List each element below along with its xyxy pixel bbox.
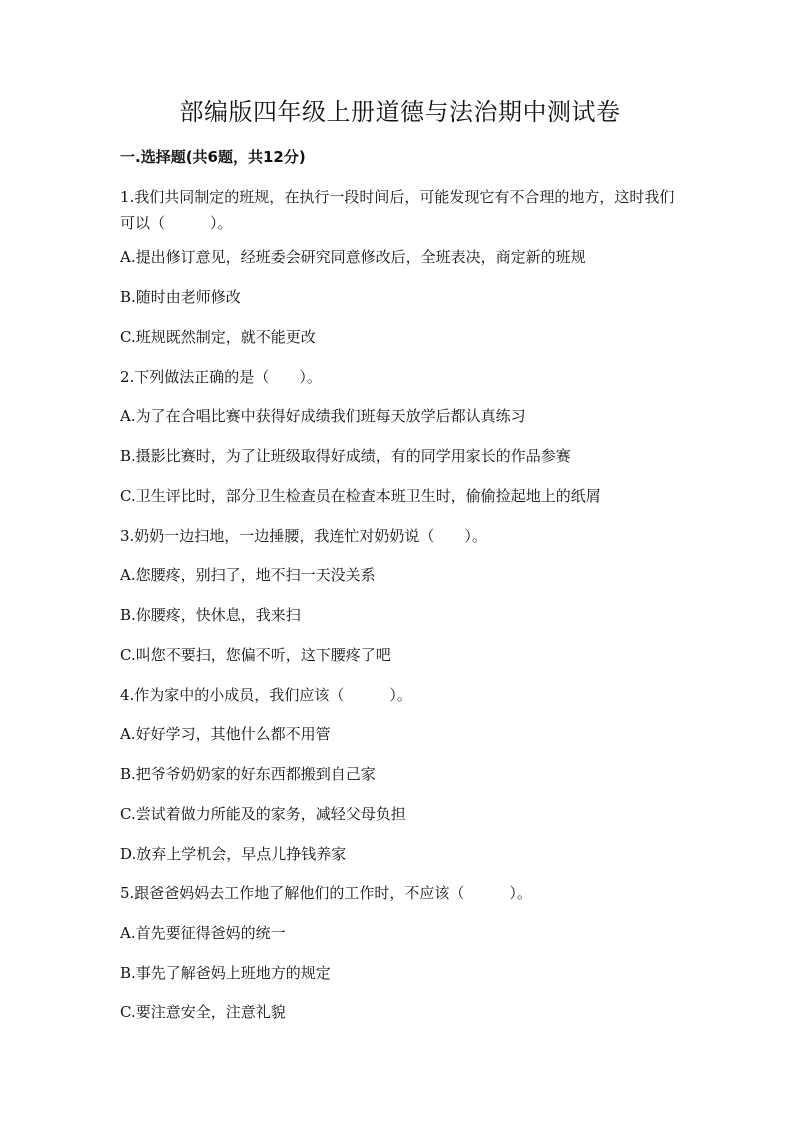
question-4-option-a: A.好好学习，其他什么都不用管 <box>120 725 331 743</box>
question-3-stem: 3.奶奶一边扫地，一边捶腰，我连忙对奶奶说（ ）。 <box>120 527 487 545</box>
question-4-stem: 4.作为家中的小成员，我们应该（ ）。 <box>120 686 412 704</box>
exam-title: 部编版四年级上册道德与法治期中测试卷 <box>179 98 621 126</box>
question-2-stem: 2.下列做法正确的是（ ）。 <box>120 368 322 386</box>
question-4-option-b: B.把爷爷奶奶家的好东西都搬到自己家 <box>120 765 376 783</box>
question-5-stem: 5.跟爸爸妈妈去工作地了解他们的工作时，不应该（ ）。 <box>120 884 532 902</box>
question-1-option-c: C.班规既然制定，就不能更改 <box>120 328 316 346</box>
question-3-option-b: B.你腰疼，快休息，我来扫 <box>120 606 301 624</box>
question-4-option-d: D.放弃上学机会，早点儿挣钱养家 <box>120 845 347 863</box>
question-5-option-b: B.事先了解爸妈上班地方的规定 <box>120 964 331 982</box>
question-2-option-c: C.卫生评比时，部分卫生检查员在检查本班卫生时，偷偷捡起地上的纸屑 <box>120 487 601 505</box>
section-heading: 一.选择题(共6题，共12分) <box>120 148 306 166</box>
question-2-option-b: B.摄影比赛时，为了让班级取得好成绩，有的同学用家长的作品参赛 <box>120 447 571 465</box>
question-3-option-a: A.您腰疼，别扫了，地不扫一天没关系 <box>120 566 376 584</box>
question-1-stem: 1.我们共同制定的班规，在执行一段时间后，可能发现它有不合理的地方，这时我们可以（ ）。 <box>120 188 675 232</box>
question-1-option-b: B.随时由老师修改 <box>120 288 241 306</box>
question-1-option-a: A.提出修订意见，经班委会研究同意修改后，全班表决，商定新的班规 <box>120 248 586 266</box>
question-5-option-c: C.要注意安全，注意礼貌 <box>120 1003 286 1021</box>
question-2-option-a: A.为了在合唱比赛中获得好成绩我们班每天放学后都认真练习 <box>120 407 526 425</box>
question-3-option-c: C.叫您不要扫，您偏不听，这下腰疼了吧 <box>120 646 391 664</box>
question-4-option-c: C.尝试着做力所能及的家务，减轻父母负担 <box>120 805 406 823</box>
question-5-option-a: A.首先要征得爸妈的统一 <box>120 924 286 942</box>
